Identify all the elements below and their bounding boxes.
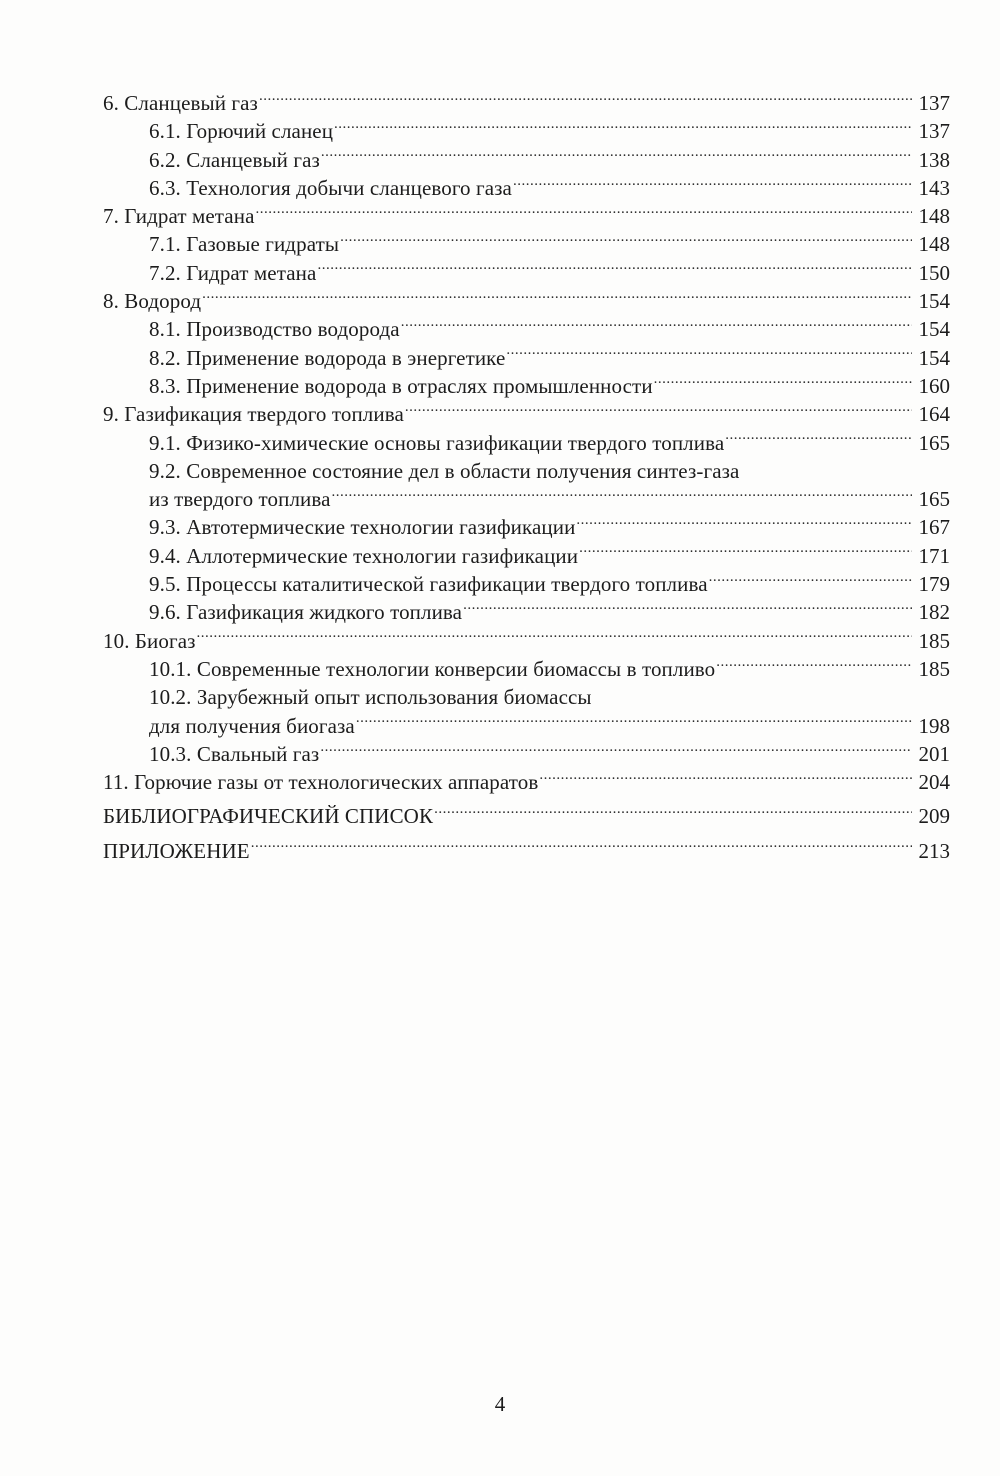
dot-leader [716,655,912,676]
toc-entry-page: 165 [918,430,950,455]
toc-entry[interactable] [103,740,950,768]
table-of-contents [103,89,950,865]
toc-entry-title: 10.1. Современные технологии конверсии биомассы в топливо [149,656,716,681]
toc-entry-title: БИБЛИОГРАФИЧЕСКИЙ СПИСОК [103,804,434,829]
toc-entry-title: 9.4. Аллотермические технологии газификации [149,543,579,568]
toc-entry[interactable] [103,344,950,372]
toc-entry[interactable] [103,174,950,202]
toc-entry-title: 11. Горючие газы от технологических аппаратов [103,770,539,795]
toc-entry-page: 185 [918,628,950,653]
dot-leader [434,802,912,823]
toc-entry-title: 6.3. Технология добычи сланцевого газа [149,175,512,200]
toc-entry[interactable] [103,146,950,174]
dot-leader [332,485,912,506]
toc-entry-title: ПРИЛОЖЕНИЕ [103,838,250,863]
toc-entry-page: 204 [918,770,950,795]
toc-entry-title: 6.2. Сланцевый газ [149,147,320,172]
toc-entry[interactable] [103,655,950,683]
dot-leader [405,400,912,421]
toc-entry[interactable] [103,89,950,117]
toc-entry[interactable] [103,513,950,541]
dot-leader [539,768,912,789]
dot-leader [506,344,912,365]
toc-entry[interactable] [103,802,950,830]
toc-entry[interactable] [103,400,950,428]
toc-entry-page: 137 [918,119,950,144]
toc-entry-page: 154 [918,317,950,342]
toc-entry-continuation[interactable] [103,712,950,740]
toc-entry[interactable] [103,372,950,400]
toc-entry-title: 7. Гидрат метана [103,204,255,229]
toc-entry[interactable] [103,627,950,655]
dot-leader [576,513,912,534]
toc-entry-title: 9. Газификация твердого топлива [103,402,404,427]
toc-entry-title: 9.3. Автотермические технологии газификации [149,515,576,540]
dot-leader [356,712,912,733]
toc-entry-page: 138 [918,147,950,172]
dot-leader [725,429,912,450]
toc-entry-title: 8.3. Применение водорода в отраслях промышленности [149,373,653,398]
toc-entry-page: 154 [918,345,950,370]
toc-entry-title: 10.2. Зарубежный опыт использования биомассы [149,685,592,710]
toc-entry[interactable] [103,837,950,865]
dot-leader [709,570,912,591]
dot-leader [340,230,912,251]
toc-entry[interactable] [103,768,950,796]
toc-entry-title: 6.1. Горючий сланец [149,119,334,144]
toc-entry-title: 8.1. Производство водорода [149,317,400,342]
toc-entry[interactable] [103,259,950,287]
dot-leader [579,542,912,563]
toc-entry-title: 9.1. Физико-химические основы газификации твердого топлива [149,430,725,455]
toc-entry-title-cont: из твердого топлива [149,487,331,512]
toc-entry-page: 154 [918,289,950,314]
toc-entry-title: 9.6. Газификация жидкого топлива [149,600,463,625]
dot-leader [654,372,912,393]
toc-entry-title: 7.1. Газовые гидраты [149,232,340,257]
toc-entry-page: 201 [918,741,950,766]
toc-entry[interactable] [103,287,950,315]
toc-entry-page: 137 [918,91,950,115]
dot-leader [334,117,912,138]
toc-entry-title-cont: для получения биогаза [149,713,355,738]
toc-entry-page: 213 [918,838,950,863]
toc-entry[interactable] [103,683,950,711]
toc-entry-title: 9.2. Современное состояние дел в области получения синтез-газа [149,458,740,483]
toc-entry-page: 165 [918,487,950,512]
toc-entry-page: 148 [918,232,950,257]
toc-entry[interactable] [103,315,950,343]
dot-leader [317,259,912,280]
toc-entry-page: 182 [918,600,950,625]
toc-entry-page: 171 [918,543,950,568]
toc-entry[interactable] [103,598,950,626]
dot-leader [259,89,912,110]
toc-entry-title: 9.5. Процессы каталитической газификации твердого топлива [149,572,708,597]
dot-leader [197,627,912,648]
dot-leader [320,740,912,761]
toc-entry-continuation[interactable] [103,485,950,513]
toc-entry[interactable] [103,542,950,570]
toc-entry[interactable] [103,570,950,598]
toc-entry-page: 150 [918,260,950,285]
toc-entry-page: 143 [918,175,950,200]
toc-entry-page: 148 [918,204,950,229]
toc-entry[interactable] [103,202,950,230]
toc-entry-page: 209 [918,804,950,829]
dot-leader [251,837,912,858]
toc-entry-title: 8. Водород [103,289,202,314]
toc-entry-page: 160 [918,373,950,398]
toc-entry-page: 179 [918,572,950,597]
toc-entry[interactable] [103,429,950,457]
toc-entry-page: 167 [918,515,950,540]
dot-leader [463,598,912,619]
dot-leader [321,146,912,167]
toc-entry-page: 185 [918,656,950,681]
toc-entry-title: 8.2. Применение водорода в энергетике [149,345,506,370]
toc-entry[interactable] [103,230,950,258]
dot-leader [202,287,912,308]
dot-leader [256,202,913,223]
toc-entry-page: 198 [918,713,950,738]
toc-entry-title: 6. Сланцевый газ [103,91,258,115]
toc-entry[interactable] [103,117,950,145]
toc-entry[interactable] [103,457,950,485]
toc-entry-title: 10.3. Свальный газ [149,741,320,766]
dot-leader [401,315,912,336]
toc-entry-title: 7.2. Гидрат метана [149,260,317,285]
toc-entry-title: 10. Биогаз [103,628,196,653]
dot-leader [513,174,912,195]
page-number: 4 [494,1392,506,1416]
toc-entry-page: 164 [918,402,950,427]
